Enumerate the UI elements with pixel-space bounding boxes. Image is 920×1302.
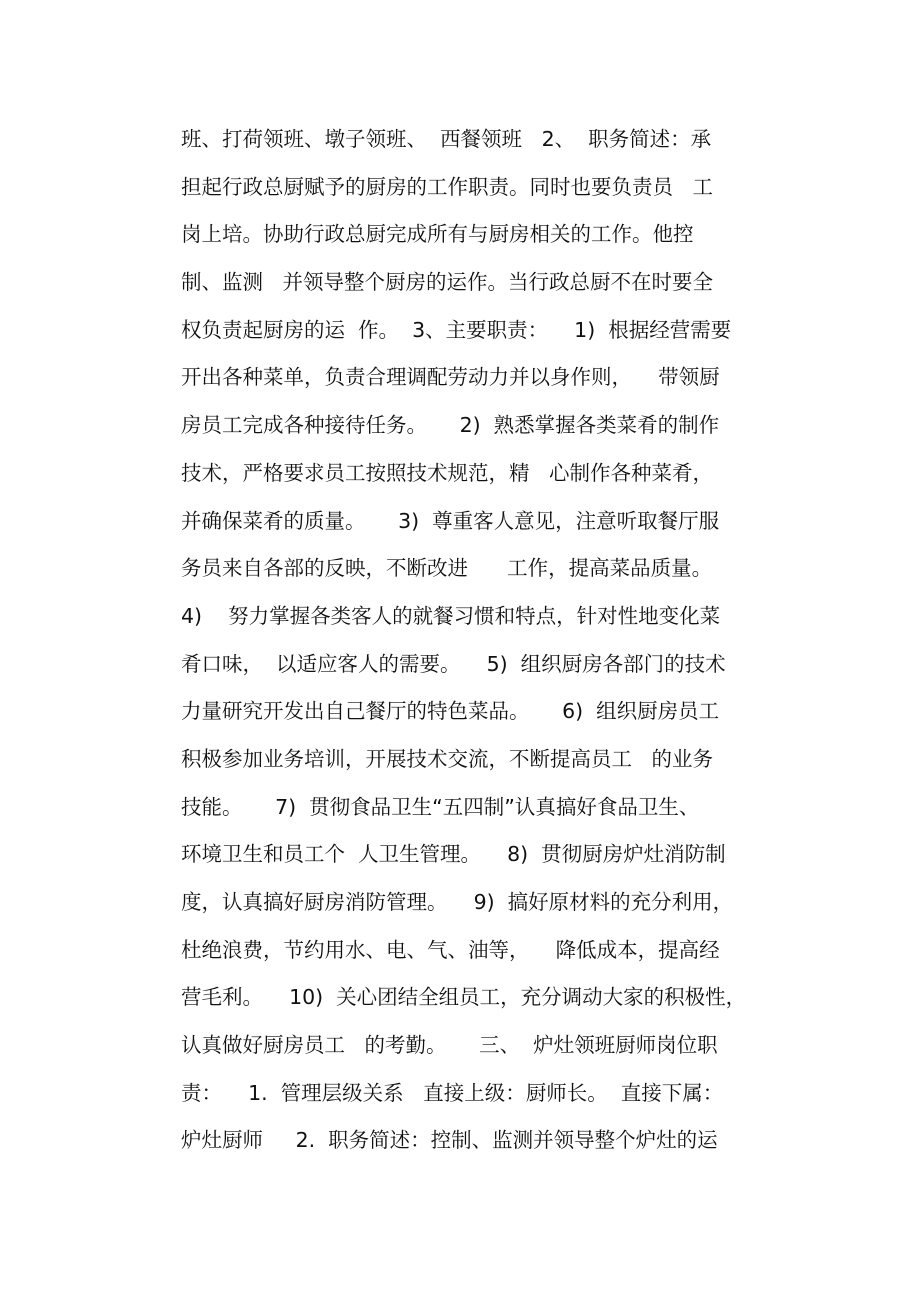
text-line: 杜绝浪费，节约用水、电、气、油等， 降低成本，提高经 <box>181 937 720 962</box>
text-line: 制、监测 并领导整个厨房的运作。当行政总厨不在时要全 <box>181 270 714 295</box>
text-line: 班、打荷领班、墩子领班、 西餐领班 2、 职务简述：承 <box>181 127 712 151</box>
text-line: 营毛利。 10) 关心团结全组员工，充分调动大家的积极性， <box>181 985 747 1010</box>
text-line: 责： 1. 管理层级关系 直接上级：厨师长。 直接下属： <box>181 1080 724 1105</box>
text-line: 岗上培。协助行政总厨完成所有与厨房相关的工作。他控 <box>181 222 694 247</box>
text-line: 度，认真搞好厨房消防管理。 9) 搞好原材料的充分利用， <box>181 890 734 914</box>
text-line: 肴口味， 以适应客人的需要。 5) 组织厨房各部门的技术 <box>181 651 726 676</box>
text-line: 4) 努力掌握各类客人的就餐习惯和特点，针对性地变化菜 <box>181 603 721 628</box>
text-line: 力量研究开发出自己餐厅的特色菜品。 6) 组织厨房员工 <box>181 699 720 724</box>
text-line: 炉灶厨师 2. 职务简述：控制、监测并领导整个炉灶的运 <box>181 1128 718 1153</box>
text-line: 认真做好厨房员工 的考勤。 三、 炉灶领班厨师岗位职 <box>181 1033 718 1058</box>
text-line: 务员来自各部的反映，不断改进 工作，提高菜品质量。 <box>181 556 713 581</box>
text-line: 开出各种菜单，负责合理调配劳动力并以身作则， 带领厨 <box>181 365 720 390</box>
text-line: 积极参加业务培训，开展技术交流，不断提高员工 的业务 <box>181 746 714 771</box>
text-line: 担起行政总厨赋予的厨房的工作职责。同时也要负责员 工 <box>181 174 714 199</box>
text-line: 技术，严格要求员工按照技术规范，精 心制作各种菜肴， <box>181 460 714 485</box>
body-text <box>181 116 781 1165</box>
text-line: 权负责起厨房的运 作。 3、主要职责： 1) 根据经营需要 <box>181 317 732 342</box>
text-line: 并确保菜肴的质量。 3) 尊重客人意见，注意听取餐厅服 <box>181 508 720 533</box>
text-line: 房员工完成各种接待任务。 2) 熟悉掌握各类菜肴的制作 <box>181 413 720 438</box>
text-line: 技能。 7) 贯彻食品卫生“五四制”认真搞好食品卫生、 <box>181 794 700 819</box>
text-line: 环境卫生和员工个 人卫生管理。 8) 贯彻厨房炉灶消防制 <box>181 842 726 867</box>
